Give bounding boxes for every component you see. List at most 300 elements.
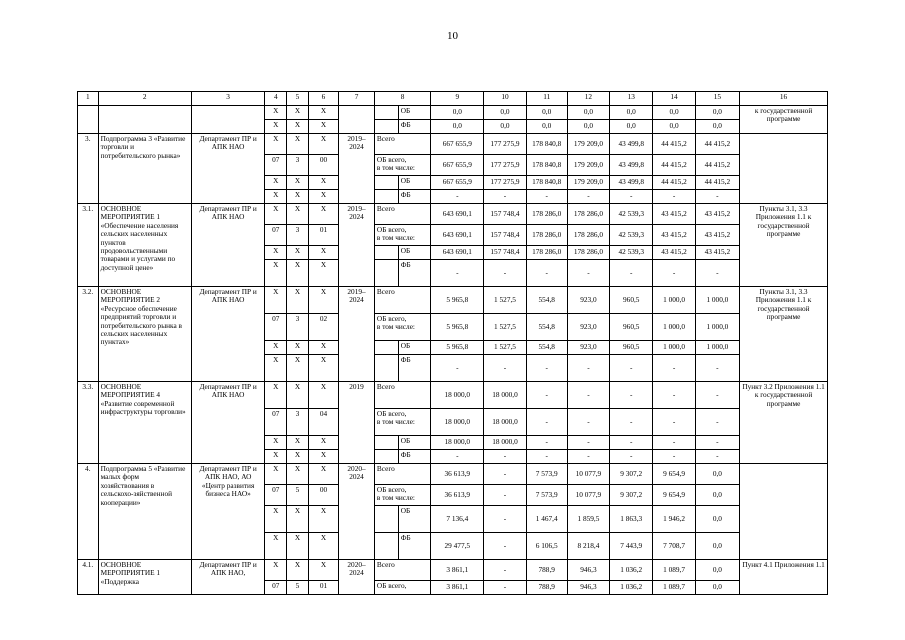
column-header: 3 [191,92,265,106]
table-cell [374,120,398,134]
x-cell: X [308,464,338,485]
value-cell: 788,9 [526,560,567,581]
page-number: 10 [447,30,458,42]
value-cell: 177 275,9 [484,134,526,155]
table-row [78,560,828,581]
table-cell [374,436,398,450]
value-cell: 0,0 [695,560,739,581]
value-cell: 18 000,0 [484,382,526,409]
activity-name: Подпрограмма 3 «Развитие торговли и потребительского рынка» [98,134,191,204]
value-cell: - [567,355,609,382]
value-cell: 643 690,1 [431,204,484,225]
note-cell: Пункт 4.1 Приложения 1.1 [740,560,828,595]
value-cell: 3 861,1 [431,581,484,595]
value-cell: 43 499,8 [610,134,653,155]
column-header: 7 [339,92,375,106]
value-cell: - [431,450,484,464]
value-cell: 178 840,8 [526,155,567,176]
value-cell: 7 443,9 [610,533,653,560]
value-cell: 0,0 [653,106,695,120]
value-cell: 29 477,5 [431,533,484,560]
value-cell: 960,5 [610,341,653,355]
value-cell: 178 286,0 [526,246,567,260]
activity-name: ОСНОВНОЕ МЕРОПРИЯТИЕ 1 «Поддержка [98,560,191,595]
value-cell: 8 218,4 [567,533,609,560]
value-cell: 7 573,9 [526,485,567,506]
value-cell: 0,0 [431,106,484,120]
value-cell: 43 499,8 [610,176,653,190]
column-header: 15 [695,92,739,106]
x-cell: X [308,106,338,120]
value-cell: 0,0 [695,581,739,595]
value-cell: 960,5 [610,314,653,341]
code-cell: 01 [308,581,338,595]
value-cell: 1 000,0 [653,314,695,341]
row-number: 3.3. [78,382,99,464]
value-cell: 178 286,0 [567,225,609,246]
value-cell: 1 859,5 [567,506,609,533]
column-header: 5 [287,92,309,106]
including-label: в том числе: [376,233,415,243]
x-cell: X [287,134,309,155]
value-cell: 5 965,8 [431,287,484,314]
x-cell: X [265,506,287,533]
x-cell: X [265,204,287,225]
note-cell [740,134,828,204]
activity-name: ОСНОВНОЕ МЕРОПРИЯТИЕ 1 «Обеспечение населения сельских населенных пунктов продовольственными товарами и услугами по доступной цене» [98,204,191,287]
value-cell: 44 415,2 [653,176,695,190]
value-cell: 178 286,0 [526,204,567,225]
including-label: в том числе: [376,417,415,427]
x-cell: X [308,246,338,260]
x-cell: X [308,450,338,464]
value-cell: 43 415,2 [653,204,695,225]
value-cell: - [526,409,567,436]
table-cell [374,533,398,560]
value-cell: - [484,260,526,287]
value-cell: 43 415,2 [695,204,739,225]
source-label: ФБ [398,355,431,382]
value-cell: 157 748,4 [484,225,526,246]
value-cell: - [610,436,653,450]
row-number: 3.1. [78,204,99,287]
value-cell: 923,0 [567,314,609,341]
x-cell: X [308,190,338,204]
table-cell [374,341,398,355]
code-cell: 07 [265,225,287,246]
source-label: Всего [374,464,430,485]
source-label: ФБ [398,533,431,560]
column-header: 11 [526,92,567,106]
source-label: ФБ [398,190,431,204]
value-cell: 1 000,0 [653,341,695,355]
x-cell: X [287,287,309,314]
value-cell: 7 708,7 [653,533,695,560]
value-cell: 9 307,2 [610,485,653,506]
x-cell: X [308,176,338,190]
value-cell: - [610,382,653,409]
x-cell: X [287,260,309,287]
x-cell: X [265,134,287,155]
table-cell [374,260,398,287]
value-cell: - [610,355,653,382]
value-cell: - [695,382,739,409]
value-cell: - [526,450,567,464]
x-cell: X [308,382,338,409]
x-cell: X [287,341,309,355]
value-cell: 1 089,7 [653,581,695,595]
value-cell: - [484,506,526,533]
value-cell: 923,0 [567,287,609,314]
table-cell [339,106,375,134]
years: 2019–2024 [339,204,375,287]
value-cell: 554,8 [526,341,567,355]
value-cell: - [431,260,484,287]
note-cell: к государственной программе [740,106,828,134]
value-cell: - [567,190,609,204]
value-cell: 0,0 [695,533,739,560]
source-label [374,485,430,506]
row-number: 4. [78,464,99,560]
value-cell: 10 077,9 [567,485,609,506]
years: 2020–2024 [339,560,375,595]
note-cell [740,464,828,560]
column-header: 2 [98,92,191,106]
years: 2019–2024 [339,134,375,204]
value-cell: 18 000,0 [431,436,484,450]
source-label: Всего [374,204,430,225]
code-cell: 00 [308,485,338,506]
value-cell: - [431,355,484,382]
x-cell: X [287,464,309,485]
value-cell: 178 286,0 [526,225,567,246]
activity-name: ОСНОВНОЕ МЕРОПРИЯТИЕ 4 «Развитие современной инфраструктуры торговли» [98,382,191,464]
x-cell: X [308,120,338,134]
table-row [78,134,828,155]
x-cell: X [287,506,309,533]
budget-table [77,91,828,595]
value-cell: 43 415,2 [653,225,695,246]
value-cell: - [610,450,653,464]
ob-total-label: ОБ всего, [376,314,407,323]
source-label: Всего [374,287,430,314]
x-cell: X [265,464,287,485]
table-cell [374,176,398,190]
value-cell: 0,0 [695,120,739,134]
value-cell: 554,8 [526,287,567,314]
value-cell: 643 690,1 [431,246,484,260]
note-cell: Пункты 3.1, 3.3 Приложения 1.1 к государственной программе [740,287,828,382]
code-cell: 5 [287,581,309,595]
value-cell: 643 690,1 [431,225,484,246]
value-cell: 946,3 [567,581,609,595]
value-cell: 42 539,3 [610,204,653,225]
code-cell: 3 [287,225,309,246]
value-cell: 18 000,0 [484,436,526,450]
value-cell: - [695,260,739,287]
value-cell: 157 748,4 [484,204,526,225]
years: 2019 [339,382,375,464]
value-cell: 44 415,2 [695,155,739,176]
value-cell: 667 655,9 [431,176,484,190]
value-cell: 946,3 [567,560,609,581]
value-cell: 1 527,5 [484,287,526,314]
value-cell: - [610,190,653,204]
column-header: 13 [610,92,653,106]
value-cell: 44 415,2 [653,134,695,155]
value-cell: 178 840,8 [526,176,567,190]
source-label: ОБ [398,176,431,190]
source-label: ОБ [398,341,431,355]
x-cell: X [287,533,309,560]
x-cell: X [308,204,338,225]
value-cell: 1 527,5 [484,314,526,341]
x-cell: X [265,176,287,190]
table-row [78,382,828,409]
value-cell: - [567,260,609,287]
including-label: в том числе: [376,163,415,173]
x-cell: X [265,120,287,134]
table-cell [191,106,265,134]
value-cell: 0,0 [431,120,484,134]
value-cell: 157 748,4 [484,246,526,260]
x-cell: X [308,260,338,287]
code-cell: 3 [287,409,309,436]
executor: Департамент ПР и АПК НАО [191,134,265,204]
value-cell: - [567,450,609,464]
x-cell: X [265,246,287,260]
value-cell: 1 527,5 [484,341,526,355]
code-cell: 04 [308,409,338,436]
value-cell: 43 415,2 [695,225,739,246]
header-row [78,92,828,106]
x-cell: X [265,450,287,464]
value-cell: 788,9 [526,581,567,595]
value-cell: 1 000,0 [695,341,739,355]
table-cell [374,106,398,120]
executor: Департамент ПР и АПК НАО, АО «Центр развития бизнеса НАО» [191,464,265,560]
value-cell: 667 655,9 [431,134,484,155]
column-header: 9 [431,92,484,106]
x-cell: X [287,560,309,581]
column-header: 14 [653,92,695,106]
including-label: в том числе: [376,493,415,503]
code-cell: 07 [265,314,287,341]
value-cell: 18 000,0 [484,409,526,436]
x-cell: X [308,533,338,560]
code-cell: 3 [287,314,309,341]
row-number: 3. [78,134,99,204]
value-cell: - [695,409,739,436]
value-cell: 0,0 [526,106,567,120]
x-cell: X [287,355,309,382]
value-cell: 179 209,0 [567,176,609,190]
value-cell: 554,8 [526,314,567,341]
activity-name: ОСНОВНОЕ МЕРОПРИЯТИЕ 2 «Ресурсное обеспечение предприятий торговли и потребительского рынка в сельских населенных пунктах» [98,287,191,382]
value-cell: - [695,190,739,204]
source-label [374,155,430,176]
value-cell: 0,0 [484,106,526,120]
table-cell [78,106,99,134]
x-cell: X [265,106,287,120]
value-cell: - [484,355,526,382]
value-cell: - [526,382,567,409]
value-cell: 667 655,9 [431,155,484,176]
value-cell: - [484,560,526,581]
x-cell: X [265,260,287,287]
x-cell: X [308,134,338,155]
x-cell: X [308,436,338,450]
value-cell: - [526,190,567,204]
value-cell: 5 965,8 [431,341,484,355]
value-cell: 1 863,3 [610,506,653,533]
value-cell: 0,0 [567,120,609,134]
value-cell: 1 467,4 [526,506,567,533]
value-cell: - [653,436,695,450]
value-cell: 0,0 [695,506,739,533]
x-cell: X [308,355,338,382]
value-cell: 1 089,7 [653,560,695,581]
value-cell: 43 499,8 [610,155,653,176]
column-header: 8 [374,92,430,106]
source-label [374,225,430,246]
code-cell: 07 [265,485,287,506]
table-cell [374,355,398,382]
x-cell: X [265,560,287,581]
value-cell: 177 275,9 [484,176,526,190]
x-cell: X [308,341,338,355]
value-cell: 44 415,2 [653,155,695,176]
code-cell: 3 [287,155,309,176]
value-cell: 179 209,0 [567,155,609,176]
ob-total-label: ОБ всего, [376,409,407,418]
source-label: ОБ всего, [374,581,430,595]
source-label: ОБ [398,106,431,120]
value-cell: 9 307,2 [610,464,653,485]
value-cell: 1 036,2 [610,581,653,595]
table-row [78,204,828,225]
executor: Департамент ПР и АПК НАО, [191,560,265,595]
value-cell: - [484,450,526,464]
value-cell: 1 036,2 [610,560,653,581]
code-cell: 00 [308,155,338,176]
x-cell: X [308,506,338,533]
x-cell: X [287,450,309,464]
value-cell: - [653,409,695,436]
x-cell: X [287,190,309,204]
source-label: Всего [374,134,430,155]
value-cell: - [653,190,695,204]
x-cell: X [308,287,338,314]
value-cell: 42 539,3 [610,225,653,246]
value-cell: - [567,409,609,436]
value-cell: 0,0 [526,120,567,134]
value-cell: - [567,436,609,450]
value-cell: - [610,260,653,287]
source-label: ОБ [398,506,431,533]
x-cell: X [287,176,309,190]
value-cell: 9 654,9 [653,485,695,506]
value-cell: 18 000,0 [431,382,484,409]
x-cell: X [265,190,287,204]
value-cell: - [484,485,526,506]
value-cell: 1 946,2 [653,506,695,533]
ob-total-label: ОБ всего, [376,225,407,234]
value-cell: 7 136,4 [431,506,484,533]
value-cell: 1 000,0 [695,314,739,341]
note-cell: Пункт 3.2 Приложения 1.1 к государственной программе [740,382,828,464]
table-cell [98,106,191,134]
value-cell: 0,0 [610,106,653,120]
value-cell: 178 286,0 [567,246,609,260]
value-cell: 1 000,0 [695,287,739,314]
table-row [78,106,828,120]
value-cell: 43 415,2 [695,246,739,260]
table-row [78,464,828,485]
column-header: 1 [78,92,99,106]
x-cell: X [287,246,309,260]
value-cell: 1 000,0 [653,287,695,314]
value-cell: 5 965,8 [431,314,484,341]
table-row [78,287,828,314]
value-cell: - [695,450,739,464]
x-cell: X [265,341,287,355]
value-cell: 6 106,5 [526,533,567,560]
value-cell: 179 209,0 [567,134,609,155]
x-cell: X [265,382,287,409]
value-cell: - [484,190,526,204]
value-cell: - [653,355,695,382]
column-header: 16 [740,92,828,106]
ob-total-label: ОБ всего, [376,485,407,494]
value-cell: - [484,533,526,560]
value-cell: 9 654,9 [653,464,695,485]
value-cell: 36 613,9 [431,485,484,506]
source-label: ФБ [398,450,431,464]
code-cell: 02 [308,314,338,341]
ob-total-label: ОБ всего, [376,155,407,164]
value-cell: - [526,355,567,382]
source-label: Всего [374,560,430,581]
value-cell: 10 077,9 [567,464,609,485]
table-cell [374,450,398,464]
value-cell: 0,0 [653,120,695,134]
code-cell: 07 [265,409,287,436]
value-cell: 42 539,3 [610,246,653,260]
code-cell: 07 [265,155,287,176]
column-header: 12 [567,92,609,106]
value-cell: - [695,436,739,450]
note-cell: Пункты 3.1, 3.3 Приложения 1.1 к государственной программе [740,204,828,287]
value-cell: - [526,436,567,450]
x-cell: X [287,106,309,120]
value-cell: - [653,382,695,409]
value-cell: - [567,382,609,409]
table-cell [374,190,398,204]
value-cell: 0,0 [567,106,609,120]
value-cell: - [431,190,484,204]
value-cell: 0,0 [484,120,526,134]
value-cell: 178 286,0 [567,204,609,225]
value-cell: 0,0 [695,485,739,506]
x-cell: X [287,436,309,450]
value-cell: 960,5 [610,287,653,314]
code-cell: 01 [308,225,338,246]
column-header: 10 [484,92,526,106]
source-label: ОБ [398,436,431,450]
source-label [374,314,430,341]
value-cell: 44 415,2 [695,134,739,155]
